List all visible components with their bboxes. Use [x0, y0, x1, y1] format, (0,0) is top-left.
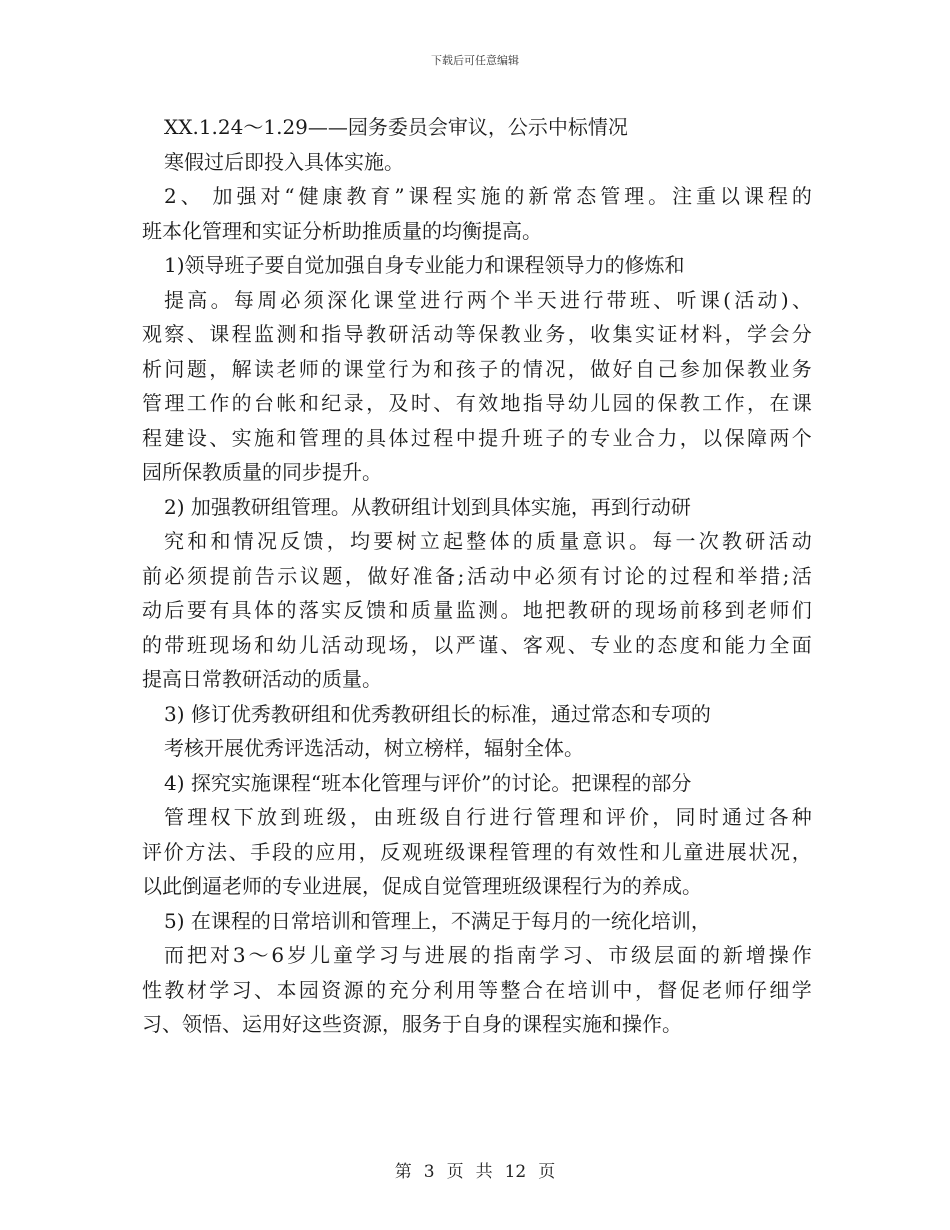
footer-total-pages: 12	[504, 1162, 527, 1182]
text-line: 的 带 班 现 场 和 幼 儿 活 动 现 场 ， 以 严 谨 、 客 观 、 专 业 的 态 度 和 能 力 全 面	[142, 632, 812, 657]
footer-gong: 共	[475, 1162, 493, 1182]
text-line: 以此倒逼老师的专业进展，促成自觉管理班级课程行为的养成。	[142, 874, 702, 898]
text-line: XX.1.24～1.29——园务委员会审议，公示中标情况	[164, 115, 628, 139]
text-line: 3) 修订优秀教研组和优秀教研组长的标准，通过常态和专项的	[164, 701, 711, 726]
text-line: 析 问 题 ， 解 读 老 师 的 课 堂 行 为 和 孩 子 的 情 况 ， 做 好 自 己 参 加 保 教 业 务	[142, 356, 812, 381]
text-line: 园所保教质量的同步提升。	[142, 460, 382, 484]
text-line: 而 把 对 3 ～ 6 岁 儿 童 学 习 与 进 展 的 指 南 学 习 、 市 级 层 面 的 新 增 操 作	[164, 943, 812, 967]
text-line: 观 察 、 课 程 监 测 和 指 导 教 研 活 动 等 保 教 业 务 ， 收 集 实 证 材 料 ， 学 会 分	[142, 322, 812, 346]
text-line: 习、领悟、运用好这些资源，服务于自身的课程实施和操作。	[142, 1012, 682, 1036]
text-line: 性 教 材 学 习 、 本 园 资 源 的 充 分 利 用 等 整 合 在 培 训 中 ， 督 促 老 师 仔 细 学	[142, 977, 812, 1002]
text-line: 程 建 设 、 实 施 和 管 理 的 具 体 过 程 中 提 升 班 子 的 专 业 合 力 ， 以 保 障 两 个	[142, 425, 812, 450]
text-line: 4) 探究实施课程“班本化管理与评价”的讨论。把课程的部分	[164, 770, 692, 795]
text-line: 评 价 方 法 、 手 段 的 应 用 ， 反 观 班 级 课 程 管 理 的 有 效 性 和 儿 童 进 展 状 况 ，	[142, 839, 812, 864]
text-line: 2 、 加 强 对 “ 健 康 教 育 ” 课 程 实 施 的 新 常 态 管 理 。 注 重 以 课 程 的	[164, 184, 812, 208]
footer-ye2: 页	[538, 1162, 556, 1182]
text-line: 寒假过后即投入具体实施。	[164, 149, 404, 174]
text-line: 究 和 和 情 况 反 馈 ， 均 要 树 立 起 整 体 的 质 量 意 识 。 每 一 次 教 研 活 动	[164, 529, 812, 553]
text-line: 考核开展优秀评选活动，树立榜样，辐射全体。	[164, 736, 584, 760]
footer-page-number: 3	[423, 1162, 435, 1182]
page-footer	[0, 1157, 950, 1182]
text-line: 1)领导班子要自觉加强自身专业能力和课程领导力的修炼和	[164, 253, 685, 277]
text-line: 前 必 须 提 前 告 示 议 题 ， 做 好 准 备 ; 活 动 中 必 须 有 讨 论 的 过 程 和 举 措 ; 活	[142, 563, 812, 588]
text-line: 班本化管理和实证分析助推质量的均衡提高。	[142, 218, 542, 243]
text-line: 管 理 权 下 放 到 班 级 ， 由 班 级 自 行 进 行 管 理 和 评 价 ， 同 时 通 过 各 种	[164, 805, 812, 829]
text-line: 管 理 工 作 的 台 帐 和 纪 录 ， 及 时 、 有 效 地 指 导 幼 儿 园 的 保 教 工 作 ， 在 课	[142, 391, 812, 415]
footer-ye: 页	[446, 1162, 464, 1182]
text-line: 2) 加强教研组管理。从教研组计划到具体实施，再到行动研	[164, 494, 691, 519]
text-line: 提 高 。 每 周 必 须 深 化 课 堂 进 行 两 个 半 天 进 行 带 班 、 听 课 ( 活 动 ) 、	[164, 287, 812, 312]
page-header: 下载后可任意编辑	[431, 54, 519, 67]
document-body	[142, 110, 812, 1042]
text-line: 5) 在课程的日常培训和管理上，不满足于每月的一统化培训，	[164, 908, 711, 933]
footer-di: 第	[394, 1162, 412, 1182]
text-line: 提高日常教研活动的质量。	[142, 667, 382, 691]
text-line: 动 后 要 有 具 体 的 落 实 反 馈 和 质 量 监 测 。 地 把 教 研 的 现 场 前 移 到 老 师 们	[142, 598, 812, 622]
